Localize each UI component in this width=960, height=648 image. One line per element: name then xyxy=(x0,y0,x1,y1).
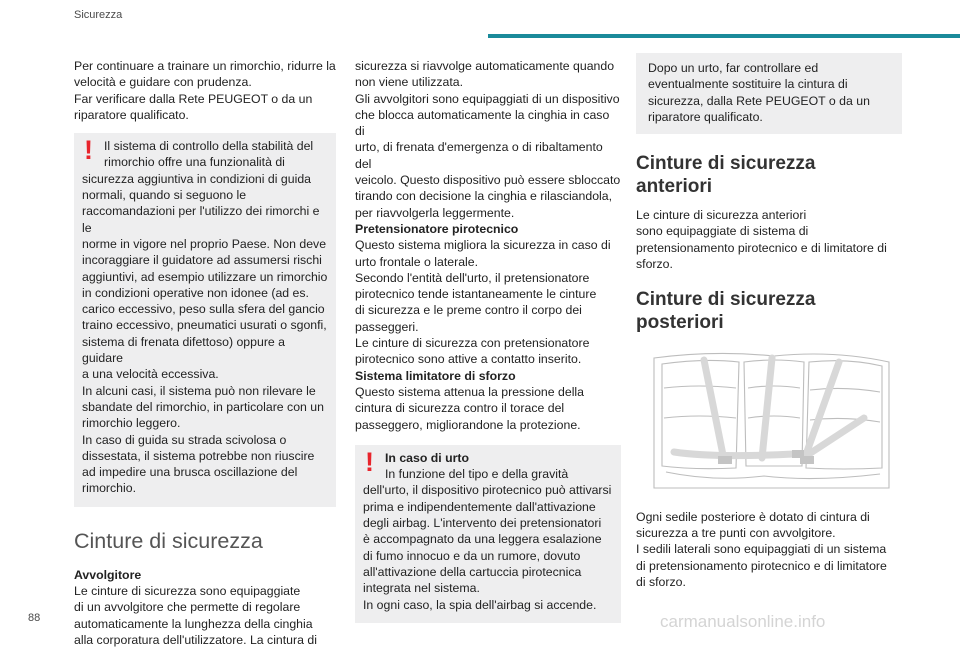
c2-line: passeggero, migliorandone la protezione. xyxy=(355,417,581,432)
column-3 xyxy=(636,53,902,590)
info-line: riparatore qualificato. xyxy=(648,109,763,124)
c2-line: non viene utilizzata. xyxy=(355,75,464,90)
c2-line: pirotecnico tende istantaneamente le cinture xyxy=(355,287,597,302)
crash-warning-box xyxy=(355,445,621,623)
front-line: sforzo. xyxy=(636,257,673,272)
warning-line: normali, quando si seguono le xyxy=(82,188,247,203)
front-line: sono equipaggiate di sistema di xyxy=(636,224,809,239)
c2-line: Secondo l'entità dell'urto, il pretensionatore xyxy=(355,270,590,285)
warning-line: degli airbag. L'intervento dei pretensionatori xyxy=(363,516,602,531)
front-belts-heading-line: Cinture di sicurezza xyxy=(636,153,816,175)
warning-line: all'attivazione della cartuccia pirotecnica xyxy=(363,564,582,579)
watermark: carmanualsonline.info xyxy=(660,612,826,631)
warning-line: rimorchio offre una funzionalità di xyxy=(104,155,285,170)
c1-body-line: automaticamente la lunghezza della cinghia xyxy=(74,616,313,631)
warning-line: rimorchio leggero. xyxy=(82,416,181,431)
warning-line: è accompagnato da una leggera esalazione xyxy=(363,532,602,547)
front-line: pretensionamento pirotecnico e di limitatore di xyxy=(636,240,887,255)
c2-line: pirotecnico sono attive a contatto inserito. xyxy=(355,352,582,367)
rear-belts-heading xyxy=(636,288,902,334)
rear-line: Ogni sedile posteriore è dotato di cintura di xyxy=(636,509,870,524)
c2-line: sicurezza si riavvolge automaticamente quando xyxy=(355,59,615,73)
warning-line: In funzione del tipo e della gravità xyxy=(385,467,569,482)
column-1 xyxy=(74,58,336,648)
front-belts-heading-line: anteriori xyxy=(636,176,713,198)
c2-line: Gli avvolgitori sono equipaggiati di un dispositivo xyxy=(355,91,620,106)
warning-line: in condizioni operative non idonee (ad es. xyxy=(82,285,309,300)
warning-icon: ! xyxy=(365,446,374,477)
rear-belts-heading-line: posteriori xyxy=(636,312,724,334)
c1-body-line: alla corporatura dell'utilizzatore. La cintura di xyxy=(74,632,317,647)
warning-line: rimorchio. xyxy=(82,481,136,496)
c2-line: urto frontale o laterale. xyxy=(355,254,479,269)
warning-title: In caso di urto xyxy=(385,450,470,465)
c1-body-line: Le cinture di sicurezza sono equipaggiate xyxy=(74,584,301,599)
c2-line: veicolo. Questo dispositivo può essere sbloccato xyxy=(355,173,621,188)
warning-icon: ! xyxy=(84,135,93,166)
c2-line: che blocca automaticamente la cinghia in caso di xyxy=(355,107,610,139)
force-limiter-subheading: Sistema limitatore di sforzo xyxy=(355,368,516,383)
c2-line: tirando con decisione la cinghia e rilasciandola, xyxy=(355,189,613,204)
after-crash-info-box xyxy=(636,53,902,134)
warning-line: In alcuni casi, il sistema può non rilevare le xyxy=(82,383,316,398)
warning-line: Il sistema di controllo della stabilità del xyxy=(104,139,314,154)
retractor-subheading: Avvolgitore xyxy=(74,567,142,582)
rear-seat-belts-illustration xyxy=(644,348,899,494)
warning-line: di fumo innocuo e da un rumore, dovuto xyxy=(363,548,581,563)
warning-line: integrata nel sistema. xyxy=(363,581,480,596)
warning-line: dell'urto, il dispositivo pirotecnico può attivarsi xyxy=(363,483,612,498)
c1-intro-line: riparatore qualificato. xyxy=(74,107,189,122)
rear-belts-heading-line: Cinture di sicurezza xyxy=(636,289,816,311)
column-2 xyxy=(355,58,621,623)
c2-line: di sicurezza e le preme contro il corpo dei xyxy=(355,303,582,318)
rear-line: di sforzo. xyxy=(636,574,686,589)
rear-line: sicurezza a tre punti con avvolgitore. xyxy=(636,525,836,540)
warning-line: sbandate del rimorchio, in particolare con un xyxy=(82,399,324,414)
warning-line: dissestata, il sistema potrebbe non riuscire xyxy=(82,448,315,463)
warning-line: prima e indipendentemente dall'attivazione xyxy=(363,499,596,514)
front-line: Le cinture di sicurezza anteriori xyxy=(636,208,807,223)
c1-intro-line: Per continuare a trainare un rimorchio, ridurre la xyxy=(74,59,336,73)
c1-body-line: di un avvolgitore che permette di regolare xyxy=(74,600,301,615)
warning-line: traino eccessivo, pneumatici usurati o sgonfi, xyxy=(82,318,327,333)
seatbelts-heading: Cinture di sicurezza xyxy=(74,528,263,553)
c1-intro-line: velocità e guidare con prudenza. xyxy=(74,75,252,90)
c2-line: Le cinture di sicurezza con pretensionatore xyxy=(355,336,590,351)
section-title: Sicurezza xyxy=(74,9,123,21)
c2-line: Questo sistema migliora la sicurezza in caso di xyxy=(355,238,611,253)
c1-intro-line: Far verificare dalla Rete PEUGEOT o da un xyxy=(74,91,313,106)
warning-line: sistema di frenata difettoso) oppure a guidare xyxy=(82,334,286,366)
header-accent-bar xyxy=(488,34,960,38)
c2-line: passeggeri. xyxy=(355,319,419,334)
info-line: Dopo un urto, far controllare ed xyxy=(648,61,819,75)
warning-line: raccomandazioni per l'utilizzo dei rimorchi e le xyxy=(82,204,320,235)
c2-line: per riavvolgerla leggermente. xyxy=(355,205,515,220)
rear-line: di pretensionamento pirotecnico e di limitatore xyxy=(636,558,887,573)
info-line: sicurezza, dalla Rete PEUGEOT o da un xyxy=(648,93,870,108)
warning-line: ad impedire una brusca oscillazione del xyxy=(82,465,298,480)
warning-line: aggiuntivi, ad esempio utilizzare un rimorchio xyxy=(82,269,328,284)
info-line: eventualmente sostituire la cintura di xyxy=(648,77,848,92)
front-belts-heading xyxy=(636,152,902,198)
pretensioner-subheading: Pretensionatore pirotecnico xyxy=(355,221,519,236)
c2-line: cintura di sicurezza contro il torace del xyxy=(355,401,565,416)
rear-line: I sedili laterali sono equipaggiati di un sistema xyxy=(636,542,887,557)
page-number: 88 xyxy=(28,612,41,624)
warning-line: In caso di guida su strada scivolosa o xyxy=(82,432,287,447)
trailer-warning-box xyxy=(74,133,336,507)
warning-line: a una velocità eccessiva. xyxy=(82,367,219,382)
warning-line: carico eccessivo, peso sulla sfera del gancio xyxy=(82,302,325,317)
warning-line: incoraggiare il guidatore ad assumersi rischi xyxy=(82,253,322,268)
warning-line: sicurezza aggiuntiva in condizioni di guida xyxy=(82,171,311,186)
warning-line: norme in vigore nel proprio Paese. Non deve xyxy=(82,236,327,251)
c2-line: urto, di frenata d'emergenza o di ribaltamento del xyxy=(355,140,603,171)
warning-line: In ogni caso, la spia dell'airbag si accende. xyxy=(363,597,597,612)
c2-line: Questo sistema attenua la pressione della xyxy=(355,384,584,399)
